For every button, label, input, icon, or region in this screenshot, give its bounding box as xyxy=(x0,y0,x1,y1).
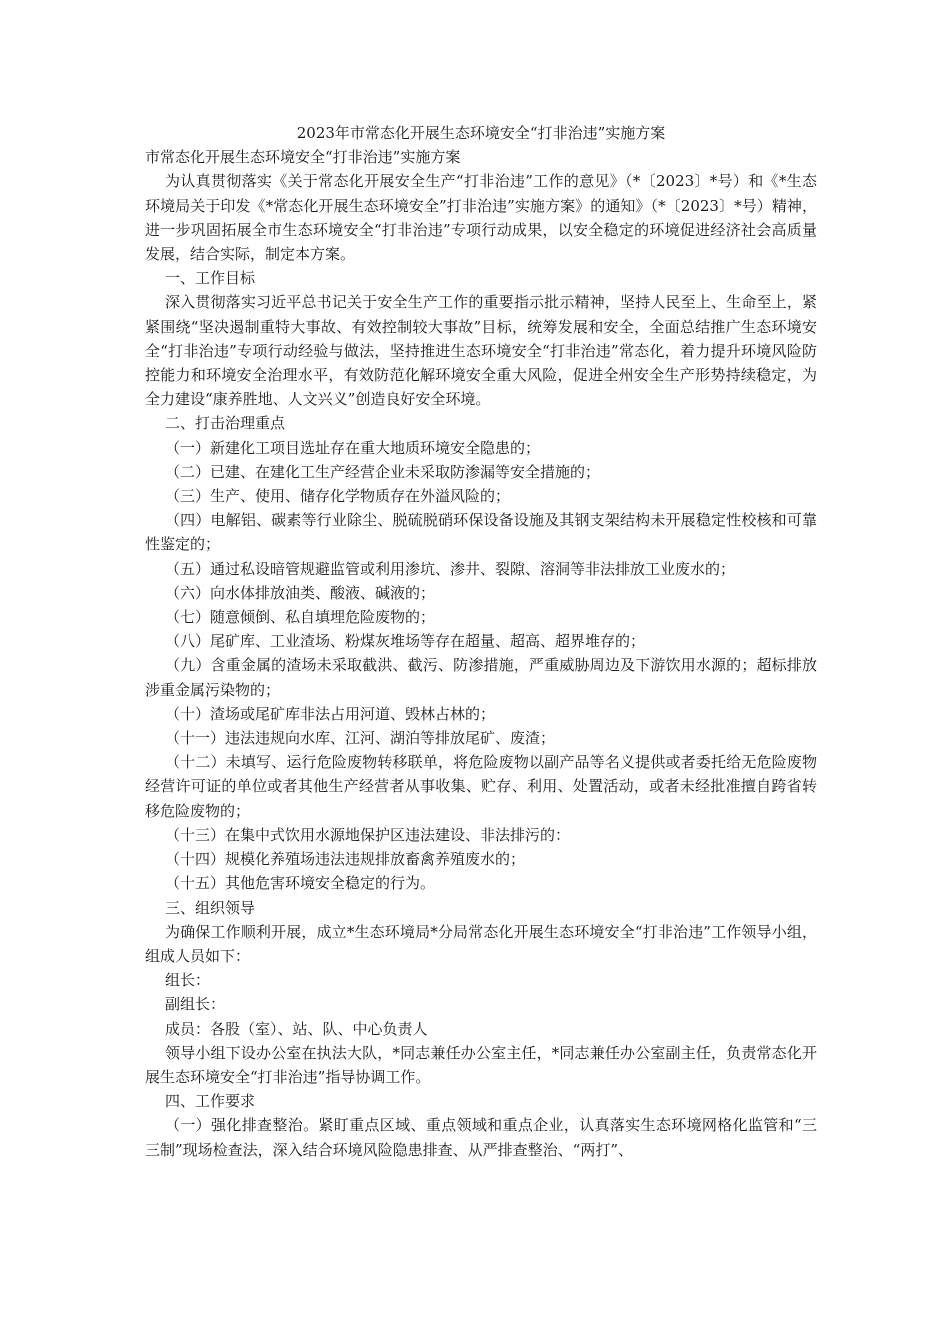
focus-item: （十四）规模化养殖场违法违规排放畜禽养殖废水的； xyxy=(165,850,526,869)
deputy-leader-line: 副组长： xyxy=(165,995,226,1014)
focus-item: （十三）在集中式饮用水源地保护区违法建设、非法排污的： xyxy=(165,825,571,844)
section-heading-focus: 二、打击治理重点 xyxy=(165,414,286,433)
focus-item: （十一）违法违规向水库、江河、湖泊等排放尾矿、废渣； xyxy=(165,729,556,748)
leader-line: 组长： xyxy=(165,971,211,990)
document-title: 2023年市常态化开展生态环境安全“打非治违”实施方案 xyxy=(296,124,666,142)
focus-item: （四）电解铝、碳素等行业除尘、脱硫脱硝环保设备设施及其钢支架结构未开展稳定性校核和可靠性鉴定的； xyxy=(145,511,817,554)
members-line: 成员：各股（室）、站、队、中心负责人 xyxy=(165,1019,428,1038)
focus-item: （一）新建化工项目选址存在重大地质环境安全隐患的； xyxy=(165,438,541,457)
document-body xyxy=(145,121,817,1162)
focus-item: （七）随意倾倒、私自填埋危险废物的； xyxy=(165,608,436,627)
focus-item: （十五）其他危害环境安全稳定的行为。 xyxy=(165,874,436,893)
focus-item: （十二）未填写、运行危险废物转移联单，将危险废物以副产品等名义提供或者委托给无危险废物经营许可证的单位或者其他生产经营者从事收集、贮存、利用、处置活动，或者未经批准擅自跨省转移危险废物的； xyxy=(145,753,817,820)
focus-item: （六）向水体排放油类、酸液、碱液的； xyxy=(165,583,436,602)
section-heading-goals: 一、工作目标 xyxy=(165,269,256,288)
goals-paragraph: 深入贯彻落实习近平总书记关于安全生产工作的重要指示批示精神，坚持人民至上、生命至上，紧紧围绕“坚决遏制重特大事故、有效控制较大事故”目标，统筹发展和安全，全面总结推广生态环境安全“打非治违”专项行动经验与做法，坚持推进生态环境安全“打非治违”常态化，着力提升环境风险防控能力和环境安全治理水平，有效防范化解环境安全重大风险，促进全州安全生产形势持续稳定，为全力建设“康养胜地、人文兴义”创造良好安全环境。 xyxy=(145,293,817,409)
focus-item: （二）已建、在建化工生产经营企业未采取防渗漏等安全措施的； xyxy=(165,462,601,481)
focus-item: （十）渣场或尾矿库非法占用河道、毁林占林的； xyxy=(165,704,496,723)
section-heading-requirements: 四、工作要求 xyxy=(165,1092,256,1111)
section-heading-leadership: 三、组织领导 xyxy=(165,898,256,917)
document-subtitle: 市常态化开展生态环境安全“打非治违”实施方案 xyxy=(145,148,461,167)
focus-item: （五）通过私设暗管规避监管或利用渗坑、渗井、裂隙、溶洞等非法排放工业废水的； xyxy=(165,559,736,578)
intro-paragraph: 为认真贯彻落实《关于常态化开展安全生产“打非治违”工作的意见》（*〔2023〕*号）和《*生态环境局关于印发《*常态化开展生态环境安全”打非治违”实施方案》的通知》（*〔2023〕*号）精神，进一步巩固拓展全市生态环境安全“打非治违”专项行动成果，以安全稳定的环境促进经济社会高质量发展，结合实际，制定本方案。 xyxy=(145,172,817,264)
focus-item: （九）含重金属的渣场未采取截洪、截污、防渗措施，严重威胁周边及下游饮用水源的；超标排放涉重金属污染物的； xyxy=(145,656,817,699)
requirements-item: （一）强化排查整治。紧盯重点区域、重点领域和重点企业，认真落实生态环境网格化监管和“三三制”现场检查法，深入结合环境风险隐患排查、从严排查整治、“两打”、 xyxy=(145,1116,817,1159)
office-paragraph: 领导小组下设办公室在执法大队，*同志兼任办公室主任，*同志兼任办公室副主任，负责常态化开展生态环境安全“打非治违”指导协调工作。 xyxy=(145,1043,817,1086)
leadership-paragraph: 为确保工作顺利开展，成立*生态环境局*分局常态化开展生态环境安全“打非治违”工作领导小组，组成人员如下： xyxy=(145,922,817,965)
focus-item: （八）尾矿库、工业渣场、粉煤灰堆场等存在超量、超高、超界堆存的； xyxy=(165,632,646,651)
focus-item: （三）生产、使用、储存化学物质存在外溢风险的； xyxy=(165,487,511,506)
